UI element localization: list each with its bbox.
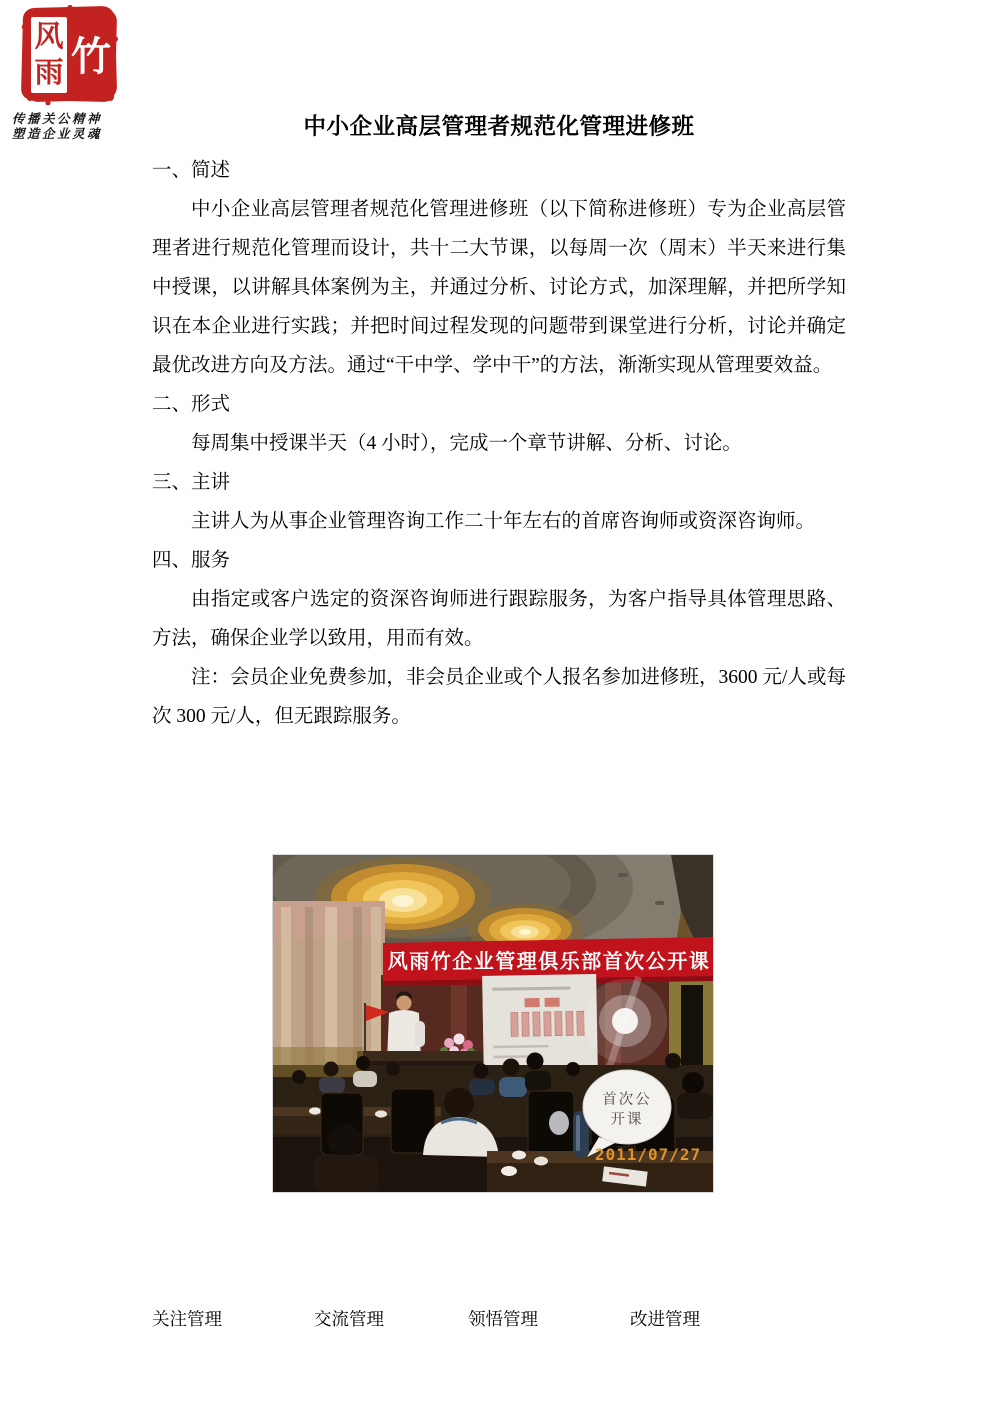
section-1-paragraph: 中小企业高层管理者规范化管理进修班（以下简称进修班）专为企业高层管理者进行规范化管理而设计，共十二大节课，以每周一次（周末）半天来进行集中授课，以讲解具体案例为主，并通过分析、讨论方式，加深理解，并把所学知识在本企业进行实践；并把时间过程发现的问题带到课堂进行分析，讨论并确定最优改进方向及方法。通过“干中学、学中干”的方法，渐渐实现从管理要效益。 (152, 199, 846, 376)
logo-tagline-line1: 传播关公精神 (12, 111, 103, 126)
section-4-paragraph-1: 由指定或客户选定的资深咨询师进行跟踪服务，为客户指导具体管理思路、方法，确保企业学以致用，用而有效。 (152, 589, 846, 649)
footer-item-3: 领悟管理 (468, 1309, 538, 1329)
speech-bubble-line1: 首次公 (602, 1092, 652, 1108)
company-logo (12, 5, 130, 141)
footer-item-4: 改进管理 (630, 1309, 700, 1329)
section-4-paragraph-2-note: 注：会员企业免费参加，非会员企业或个人报名参加进修班，3600 元/人或每次 300 元/人，但无跟踪服务。 (152, 667, 846, 727)
section-3-paragraph: 主讲人为从事企业管理咨询工作二十年左右的首席咨询师或资深咨询师。 (191, 511, 816, 532)
head-table (357, 1051, 483, 1061)
document-title: 中小企业高层管理者规范化管理进修班 (303, 114, 695, 139)
section-heading-1: 一、简述 (152, 160, 231, 181)
seal-char-yu: 雨 (34, 55, 64, 89)
date-stamp: 2011/07/27 (594, 1145, 702, 1164)
footer-item-2: 交流管理 (314, 1309, 384, 1329)
section-heading-4: 四、服务 (152, 550, 231, 571)
logo-tagline-line2: 塑造企业灵魂 (12, 126, 103, 141)
document-body (152, 103, 846, 736)
section-2-paragraph: 每周集中授课半天（4 小时），完成一个章节讲解、分析、讨论。 (191, 433, 742, 454)
section-heading-3: 三、主讲 (152, 472, 231, 493)
photo-banner-text: 风雨竹企业管理俱乐部首次公开课 (387, 951, 711, 973)
seal-char-zhu: 竹 (71, 34, 111, 80)
footer-item-1: 关注管理 (152, 1309, 222, 1329)
seal-char-feng: 风 (34, 19, 64, 53)
classroom-photo-illustration (273, 855, 713, 1192)
section-heading-2: 二、形式 (152, 394, 231, 415)
curtain (273, 901, 385, 1071)
seal-stamp-icon (18, 5, 120, 105)
classroom-photo (273, 855, 713, 1192)
speech-bubble-line2: 开课 (610, 1112, 644, 1128)
